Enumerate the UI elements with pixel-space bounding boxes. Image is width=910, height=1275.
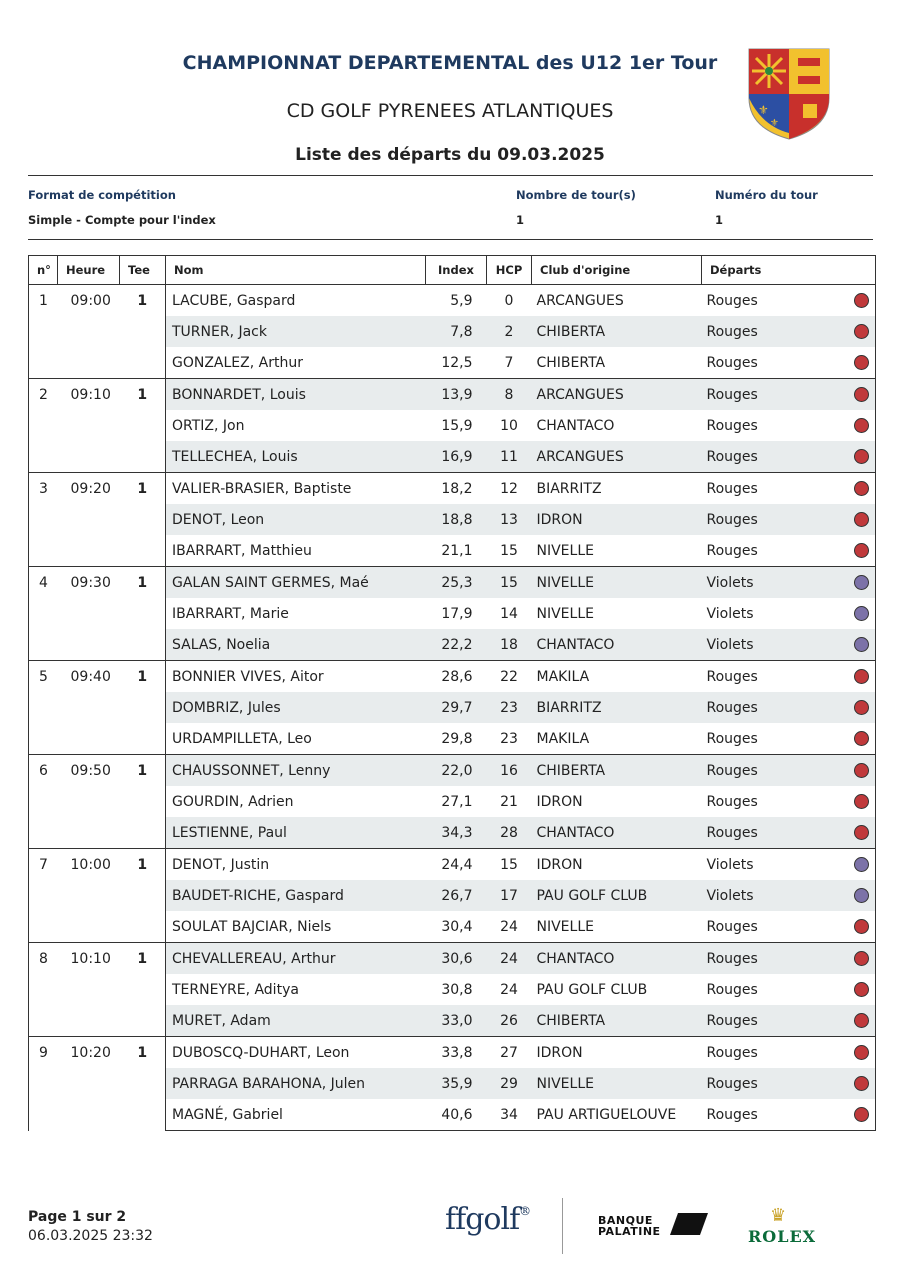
player-index: 40,6 bbox=[426, 1099, 487, 1131]
player-name: BAUDET-RICHE, Gaspard bbox=[166, 880, 426, 911]
player-hcp: 0 bbox=[487, 285, 532, 317]
player-index: 22,0 bbox=[426, 755, 487, 787]
player-club: BIARRITZ bbox=[532, 692, 702, 723]
bank-mark-icon bbox=[670, 1213, 708, 1235]
player-index: 29,8 bbox=[441, 730, 473, 747]
tee-marker-icon bbox=[854, 543, 869, 558]
table-row bbox=[29, 943, 876, 975]
player-club: IDRON bbox=[532, 504, 702, 535]
player-hcp: 17 bbox=[487, 880, 532, 911]
tee-marker-cell bbox=[848, 943, 876, 975]
player-index: 27,1 bbox=[441, 793, 473, 810]
player-club: NIVELLE bbox=[536, 605, 594, 622]
group-number: 2 bbox=[29, 379, 58, 473]
tee-marker-icon bbox=[854, 888, 869, 903]
player-tee-color: Rouges bbox=[702, 504, 848, 535]
group-time: 09:50 bbox=[58, 755, 120, 849]
tee-marker-cell bbox=[848, 441, 876, 473]
player-index: 7,8 bbox=[426, 316, 487, 347]
start-list-table bbox=[28, 255, 876, 1131]
player-name: ORTIZ, Jon bbox=[172, 417, 245, 434]
tee-marker-cell bbox=[848, 974, 876, 1005]
tee-marker-icon bbox=[854, 512, 869, 527]
table-row bbox=[29, 567, 876, 599]
tee-marker-icon bbox=[854, 1107, 869, 1122]
col-header-no: n° bbox=[29, 256, 58, 285]
player-index: 29,7 bbox=[426, 692, 487, 723]
player-index: 12,5 bbox=[441, 354, 473, 371]
tee-marker-icon bbox=[854, 418, 869, 433]
tee-marker-icon bbox=[854, 669, 869, 684]
group-number: 9 bbox=[29, 1037, 58, 1131]
player-name: DENOT, Justin bbox=[166, 849, 426, 881]
tee-marker-cell bbox=[848, 410, 876, 441]
player-hcp: 28 bbox=[487, 817, 532, 849]
group-number: 8 bbox=[29, 943, 58, 1037]
player-tee-color: Rouges bbox=[706, 981, 758, 998]
tee-marker-icon bbox=[854, 606, 869, 621]
player-tee-color: Rouges bbox=[706, 918, 758, 935]
player-hcp: 18 bbox=[487, 629, 532, 661]
tee-marker-icon bbox=[854, 293, 869, 308]
player-name: PARRAGA BARAHONA, Julen bbox=[166, 1068, 426, 1099]
tee-marker-icon bbox=[854, 449, 869, 464]
table-row bbox=[29, 849, 876, 881]
player-name: URDAMPILLETA, Leo bbox=[172, 730, 312, 747]
player-hcp: 2 bbox=[487, 316, 532, 347]
col-header-hcp: HCP bbox=[487, 256, 532, 285]
tee-marker-icon bbox=[854, 951, 869, 966]
player-index: 18,2 bbox=[426, 473, 487, 505]
group-time: 09:10 bbox=[58, 379, 120, 473]
player-hcp: 16 bbox=[487, 755, 532, 787]
page-number: Page 1 sur 2 bbox=[28, 1209, 127, 1225]
group-time: 10:10 bbox=[58, 943, 120, 1037]
group-tee: 1 bbox=[120, 755, 166, 849]
group-time: 09:20 bbox=[58, 473, 120, 567]
player-club: CHIBERTA bbox=[536, 354, 606, 371]
player-club: BIARRITZ bbox=[532, 473, 702, 505]
group-time: 09:40 bbox=[58, 661, 120, 755]
group-number: 4 bbox=[29, 567, 58, 661]
table-row bbox=[29, 661, 876, 693]
tee-marker-cell bbox=[848, 849, 876, 881]
tee-marker-cell bbox=[848, 880, 876, 911]
round-number-label: Numéro du tour bbox=[715, 188, 818, 202]
player-club: CHIBERTA bbox=[532, 755, 702, 787]
player-index: 26,7 bbox=[426, 880, 487, 911]
player-index: 25,3 bbox=[426, 567, 487, 599]
player-name: TERNEYRE, Aditya bbox=[172, 981, 299, 998]
player-index: 33,0 bbox=[426, 1005, 487, 1037]
player-club: MAKILA bbox=[536, 730, 590, 747]
player-hcp: 15 bbox=[500, 542, 518, 559]
player-name: MAGNÉ, Gabriel bbox=[166, 1099, 426, 1131]
player-tee-color: Rouges bbox=[706, 542, 758, 559]
tee-marker-icon bbox=[854, 794, 869, 809]
tee-marker-cell bbox=[848, 629, 876, 661]
player-name: BONNARDET, Louis bbox=[166, 379, 426, 411]
player-hcp: 12 bbox=[487, 473, 532, 505]
registered-icon: ® bbox=[519, 1204, 531, 1218]
player-club: PAU GOLF CLUB bbox=[536, 981, 648, 998]
rolex-logo: ROLEX bbox=[748, 1227, 817, 1246]
tee-marker-icon bbox=[854, 1013, 869, 1028]
meta-bottom-rule bbox=[28, 239, 873, 240]
player-tee-color: Rouges bbox=[702, 692, 848, 723]
player-name: VALIER-BRASIER, Baptiste bbox=[166, 473, 426, 505]
tee-marker-icon bbox=[854, 1045, 869, 1060]
player-name: SALAS, Noelia bbox=[166, 629, 426, 661]
player-hcp: 15 bbox=[487, 567, 532, 599]
player-club: NIVELLE bbox=[532, 1068, 702, 1099]
player-club: CHANTACO bbox=[532, 943, 702, 975]
player-tee-color: Violets bbox=[702, 629, 848, 661]
player-tee-color: Rouges bbox=[702, 285, 848, 317]
player-index: 18,8 bbox=[426, 504, 487, 535]
player-hcp: 11 bbox=[487, 441, 532, 473]
tee-marker-icon bbox=[854, 355, 869, 370]
player-name: TURNER, Jack bbox=[166, 316, 426, 347]
player-index: 34,3 bbox=[426, 817, 487, 849]
svg-text:⚜: ⚜ bbox=[770, 118, 779, 129]
table-header-row bbox=[29, 256, 876, 285]
format-value: Simple - Compte pour l'index bbox=[28, 213, 216, 227]
player-club: NIVELLE bbox=[532, 567, 702, 599]
player-club: PAU GOLF CLUB bbox=[532, 880, 702, 911]
col-header-time: Heure bbox=[58, 256, 120, 285]
player-club: CHIBERTA bbox=[532, 1005, 702, 1037]
player-index: 33,8 bbox=[426, 1037, 487, 1069]
col-header-club: Club d'origine bbox=[532, 256, 702, 285]
player-tee-color: Rouges bbox=[702, 817, 848, 849]
group-time: 09:00 bbox=[58, 285, 120, 379]
player-tee-color: Violets bbox=[702, 849, 848, 881]
player-hcp: 24 bbox=[487, 943, 532, 975]
player-club: CHANTACO bbox=[532, 629, 702, 661]
player-tee-color: Rouges bbox=[702, 1005, 848, 1037]
start-list-body bbox=[29, 285, 876, 1131]
player-tee-color: Rouges bbox=[702, 661, 848, 693]
player-hcp: 14 bbox=[500, 605, 518, 622]
player-club: ARCANGUES bbox=[532, 441, 702, 473]
ffgolf-logo-text: ffgolf bbox=[445, 1202, 520, 1237]
player-club: MAKILA bbox=[532, 661, 702, 693]
tee-marker-icon bbox=[854, 1076, 869, 1091]
player-club: ARCANGUES bbox=[532, 285, 702, 317]
player-tee-color: Violets bbox=[702, 880, 848, 911]
tee-marker-icon bbox=[854, 387, 869, 402]
player-hcp: 13 bbox=[487, 504, 532, 535]
ffgolf-logo bbox=[445, 1202, 530, 1237]
tee-marker-cell bbox=[848, 1099, 876, 1131]
table-row bbox=[29, 755, 876, 787]
group-time: 10:00 bbox=[58, 849, 120, 943]
player-name: SOULAT BAJCIAR, Niels bbox=[172, 918, 332, 935]
tee-marker-cell bbox=[848, 1068, 876, 1099]
player-index: 35,9 bbox=[426, 1068, 487, 1099]
player-index: 30,6 bbox=[426, 943, 487, 975]
tee-marker-cell bbox=[848, 723, 876, 755]
group-tee: 1 bbox=[120, 285, 166, 379]
group-number: 5 bbox=[29, 661, 58, 755]
tee-marker-icon bbox=[854, 919, 869, 934]
col-header-departs: Départs bbox=[702, 256, 876, 285]
player-hcp: 24 bbox=[500, 981, 518, 998]
player-club: ARCANGUES bbox=[532, 379, 702, 411]
tee-marker-cell bbox=[848, 379, 876, 411]
tee-marker-cell bbox=[848, 1037, 876, 1069]
tee-marker-cell bbox=[848, 316, 876, 347]
tee-marker-icon bbox=[854, 700, 869, 715]
group-time: 09:30 bbox=[58, 567, 120, 661]
banque-palatine-logo bbox=[598, 1215, 661, 1237]
player-hcp: 23 bbox=[500, 730, 518, 747]
player-index: 30,4 bbox=[441, 918, 473, 935]
player-tee-color: Rouges bbox=[706, 417, 758, 434]
table-row bbox=[29, 285, 876, 317]
player-index: 5,9 bbox=[426, 285, 487, 317]
tee-marker-icon bbox=[854, 825, 869, 840]
table-row bbox=[29, 379, 876, 411]
player-hcp: 29 bbox=[487, 1068, 532, 1099]
tee-marker-icon bbox=[854, 637, 869, 652]
group-tee: 1 bbox=[120, 379, 166, 473]
table-row bbox=[29, 1037, 876, 1069]
player-index: 17,9 bbox=[441, 605, 473, 622]
group-number: 7 bbox=[29, 849, 58, 943]
coat-of-arms-logo bbox=[748, 48, 830, 140]
player-tee-color: Violets bbox=[702, 567, 848, 599]
col-header-tee: Tee bbox=[120, 256, 166, 285]
player-hcp: 24 bbox=[500, 918, 518, 935]
group-number: 6 bbox=[29, 755, 58, 849]
tee-marker-cell bbox=[848, 817, 876, 849]
player-hcp: 21 bbox=[500, 793, 518, 810]
player-index: 13,9 bbox=[426, 379, 487, 411]
player-index: 21,1 bbox=[441, 542, 473, 559]
round-number-value: 1 bbox=[715, 213, 724, 227]
tee-marker-cell bbox=[848, 598, 876, 629]
tee-marker-cell bbox=[848, 786, 876, 817]
tee-marker-cell bbox=[848, 661, 876, 693]
player-hcp: 27 bbox=[487, 1037, 532, 1069]
player-name: BONNIER VIVES, Aitor bbox=[166, 661, 426, 693]
tee-marker-cell bbox=[848, 567, 876, 599]
tee-marker-cell bbox=[848, 285, 876, 317]
player-tee-color: Rouges bbox=[702, 755, 848, 787]
player-club: IDRON bbox=[532, 849, 702, 881]
player-tee-color: Rouges bbox=[702, 1068, 848, 1099]
player-name: GONZALEZ, Arthur bbox=[172, 354, 303, 371]
group-number: 3 bbox=[29, 473, 58, 567]
player-club: NIVELLE bbox=[536, 542, 594, 559]
player-hcp: 23 bbox=[487, 692, 532, 723]
tee-marker-icon bbox=[854, 763, 869, 778]
table-row bbox=[29, 473, 876, 505]
player-tee-color: Rouges bbox=[702, 1037, 848, 1069]
player-tee-color: Rouges bbox=[702, 441, 848, 473]
player-hcp: 22 bbox=[487, 661, 532, 693]
player-index: 22,2 bbox=[426, 629, 487, 661]
player-club: CHANTACO bbox=[536, 417, 615, 434]
rounds-value: 1 bbox=[516, 213, 525, 227]
player-tee-color: Rouges bbox=[702, 379, 848, 411]
tee-marker-cell bbox=[848, 1005, 876, 1037]
print-date: 06.03.2025 23:32 bbox=[28, 1228, 153, 1244]
group-time: 10:20 bbox=[58, 1037, 120, 1131]
format-label: Format de compétition bbox=[28, 188, 176, 202]
group-tee: 1 bbox=[120, 849, 166, 943]
tee-marker-cell bbox=[848, 692, 876, 723]
player-name: CHAUSSONNET, Lenny bbox=[166, 755, 426, 787]
page-title: CHAMPIONNAT DEPARTEMENTAL des U12 1er Tour bbox=[182, 52, 718, 74]
tee-marker-icon bbox=[854, 857, 869, 872]
col-header-name: Nom bbox=[166, 256, 426, 285]
page-subtitle: Liste des départs du 09.03.2025 bbox=[295, 145, 605, 165]
player-hcp: 15 bbox=[487, 849, 532, 881]
tee-marker-icon bbox=[854, 731, 869, 746]
player-name: DOMBRIZ, Jules bbox=[166, 692, 426, 723]
player-tee-color: Rouges bbox=[702, 473, 848, 505]
player-name: LACUBE, Gaspard bbox=[166, 285, 426, 317]
group-tee: 1 bbox=[120, 473, 166, 567]
group-tee: 1 bbox=[120, 1037, 166, 1131]
svg-text:⚜: ⚜ bbox=[758, 103, 769, 117]
group-tee: 1 bbox=[120, 567, 166, 661]
player-name: IBARRART, Marie bbox=[172, 605, 289, 622]
tee-marker-cell bbox=[848, 473, 876, 505]
player-index: 16,9 bbox=[426, 441, 487, 473]
player-index: 15,9 bbox=[441, 417, 473, 434]
player-name: GALAN SAINT GERMES, Maé bbox=[166, 567, 426, 599]
tee-marker-cell bbox=[848, 504, 876, 535]
player-name: TELLECHEA, Louis bbox=[166, 441, 426, 473]
footer-separator bbox=[562, 1198, 563, 1254]
player-hcp: 26 bbox=[487, 1005, 532, 1037]
player-club: IDRON bbox=[536, 793, 583, 810]
player-club: CHIBERTA bbox=[532, 316, 702, 347]
player-name: IBARRART, Matthieu bbox=[172, 542, 312, 559]
meta-top-rule bbox=[28, 175, 873, 176]
player-tee-color: Rouges bbox=[702, 943, 848, 975]
player-tee-color: Rouges bbox=[702, 1099, 848, 1131]
col-header-index: Index bbox=[426, 256, 487, 285]
tee-marker-cell bbox=[848, 755, 876, 787]
player-club: NIVELLE bbox=[536, 918, 594, 935]
player-club: IDRON bbox=[532, 1037, 702, 1069]
player-tee-color: Rouges bbox=[706, 354, 758, 371]
tee-marker-icon bbox=[854, 481, 869, 496]
organizer-name: CD GOLF PYRENEES ATLANTIQUES bbox=[286, 100, 614, 122]
player-hcp: 10 bbox=[500, 417, 518, 434]
player-tee-color: Violets bbox=[706, 605, 754, 622]
tee-marker-icon bbox=[854, 982, 869, 997]
player-name: GOURDIN, Adrien bbox=[172, 793, 294, 810]
player-name: CHEVALLEREAU, Arthur bbox=[166, 943, 426, 975]
player-hcp: 8 bbox=[487, 379, 532, 411]
player-tee-color: Rouges bbox=[702, 316, 848, 347]
player-club: CHANTACO bbox=[532, 817, 702, 849]
player-hcp: 34 bbox=[487, 1099, 532, 1131]
player-name: MURET, Adam bbox=[166, 1005, 426, 1037]
bank-logo-line2: PALATINE bbox=[598, 1225, 661, 1238]
rounds-label: Nombre de tour(s) bbox=[516, 188, 636, 202]
player-tee-color: Rouges bbox=[706, 793, 758, 810]
crown-icon: ♛ bbox=[770, 1205, 787, 1226]
player-name: DENOT, Leon bbox=[166, 504, 426, 535]
player-index: 28,6 bbox=[426, 661, 487, 693]
tee-marker-cell bbox=[848, 347, 876, 379]
player-index: 24,4 bbox=[426, 849, 487, 881]
player-index: 30,8 bbox=[441, 981, 473, 998]
group-tee: 1 bbox=[120, 943, 166, 1037]
tee-marker-icon bbox=[854, 324, 869, 339]
player-name: DUBOSCQ-DUHART, Leon bbox=[166, 1037, 426, 1069]
player-hcp: 7 bbox=[504, 354, 514, 371]
tee-marker-cell bbox=[848, 911, 876, 943]
tee-marker-cell bbox=[848, 535, 876, 567]
bank-logo-line1: BANQUE bbox=[598, 1214, 653, 1227]
group-number: 1 bbox=[29, 285, 58, 379]
group-tee: 1 bbox=[120, 661, 166, 755]
player-name: LESTIENNE, Paul bbox=[166, 817, 426, 849]
player-club: PAU ARTIGUELOUVE bbox=[532, 1099, 702, 1131]
player-tee-color: Rouges bbox=[706, 730, 758, 747]
tee-marker-icon bbox=[854, 575, 869, 590]
